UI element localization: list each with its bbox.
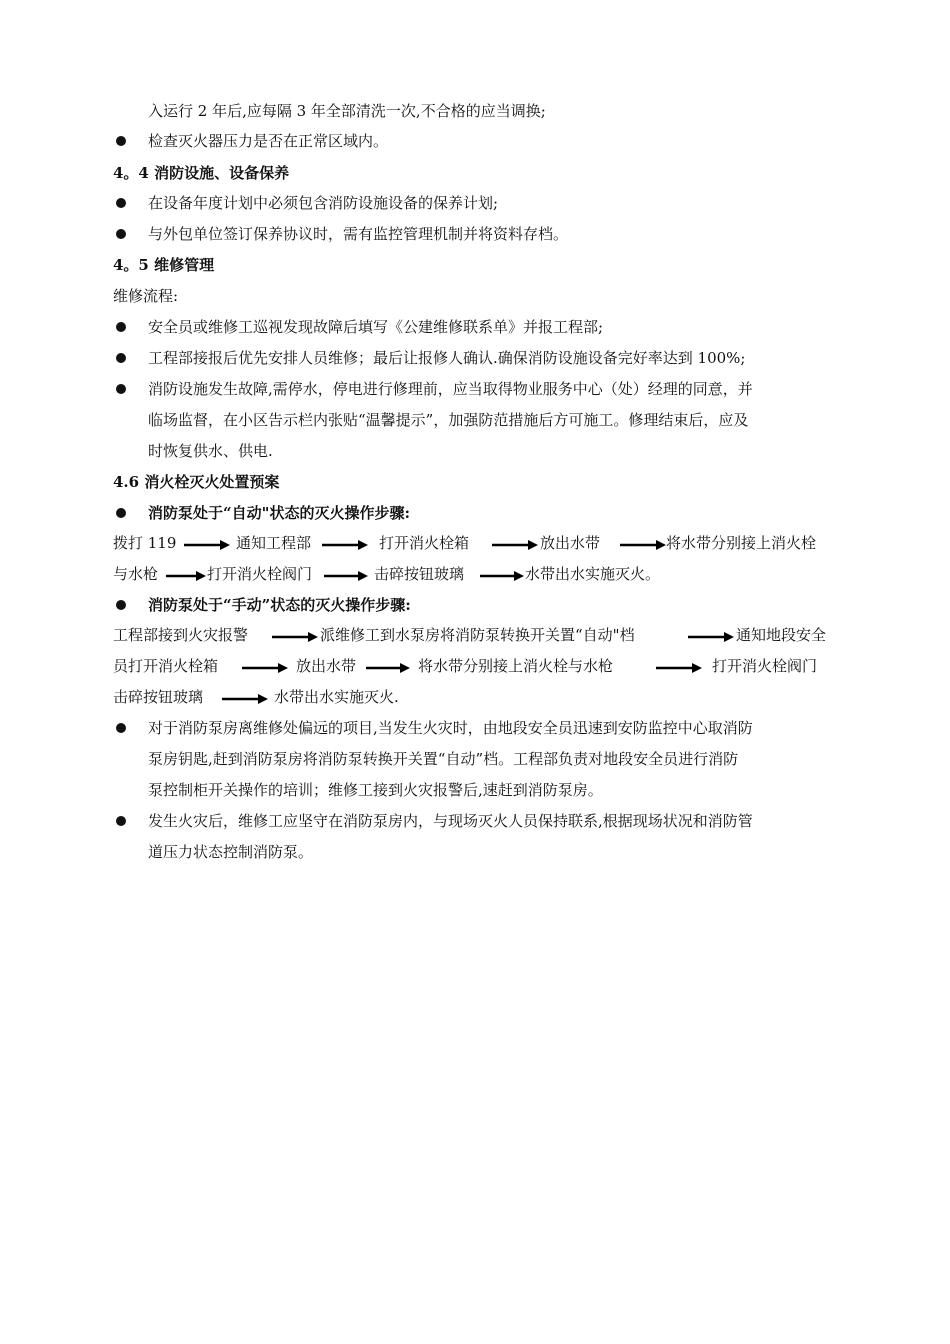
arrow-right-icon: [492, 540, 538, 550]
arrow-right-icon: [242, 663, 288, 673]
flow-step: 放出水带: [296, 657, 357, 675]
arrow-right-icon: [656, 663, 702, 673]
flow-step: 派维修工到水泵房将消防泵转换开关置“自动"档: [320, 626, 635, 644]
text-line: 临场监督，在小区告示栏内张贴“温馨提示”，加强防范措施后方可施工。修理结束后，应及: [148, 411, 749, 429]
bullet-icon: [116, 816, 126, 826]
flow-step: 与水枪: [113, 565, 159, 583]
flow-step: 通知工程部: [236, 534, 312, 552]
arrow-right-icon: [324, 571, 368, 581]
flow-step: 通知地段安全: [736, 626, 827, 644]
section-heading: 4。4 消防设施、设备保养: [113, 164, 290, 182]
flow-step: 工程部接到火灾报警: [113, 626, 249, 644]
bullet-icon: [116, 136, 126, 146]
text-line: 时恢复供水、供电.: [148, 442, 273, 460]
arrow-right-icon: [688, 632, 734, 642]
bullet-icon: [116, 600, 126, 610]
arrow-right-icon: [620, 540, 666, 550]
bullet-icon: [116, 229, 126, 239]
arrow-right-icon: [166, 571, 206, 581]
flow-step: 击碎按钮玻璃: [113, 688, 204, 706]
text-line: 工程部接报后优先安排人员维修；最后让报修人确认.确保消防设施设备完好率达到 100%;: [148, 349, 746, 367]
flow-step: 击碎按钮玻璃: [374, 565, 465, 583]
text-line: 安全员或维修工巡视发现故障后填写《公建维修联系单》并报工程部;: [148, 318, 604, 336]
bullet-icon: [116, 322, 126, 332]
flow-step: 水带出水实施灭火。: [525, 565, 661, 583]
text-line: 泵房钥匙,赶到消防泵房将消防泵转换开关置“自动”档。工程部负责对地段安全员进行消防: [148, 750, 739, 768]
flow-step: 放出水带: [540, 534, 601, 552]
flow-step: 员打开消火栓箱: [113, 657, 219, 675]
flow-step: 水带出水实施灭火.: [274, 688, 399, 706]
text-line: 在设备年度计划中必须包含消防设施设备的保养计划;: [148, 194, 499, 212]
subheading: 消防泵处于“手动”状态的灭火操作步骤:: [148, 596, 411, 614]
text-line: 对于消防泵房离维修处偏远的项目,当发生火灾时，由地段安全员迅速到安防监控中心取消防: [148, 719, 753, 737]
text-line: 与外包单位签订保养协议时，需有监控管理机制并将资料存档。: [148, 225, 569, 243]
arrow-right-icon: [322, 540, 368, 550]
bullet-icon: [116, 508, 126, 518]
flow-step: 打开消火栓阀门: [712, 657, 818, 675]
text-line: 消防设施发生故障,需停水，停电进行修理前，应当取得物业服务中心（处）经理的同意，并: [148, 380, 753, 398]
text-line: 发生火灾后，维修工应坚守在消防泵房内，与现场灭火人员保持联系,根据现场状况和消防管: [148, 812, 753, 830]
bullet-icon: [116, 353, 126, 363]
flow-step: 将水带分别接上消火栓: [666, 534, 817, 552]
arrow-right-icon: [184, 540, 230, 550]
arrow-right-icon: [366, 663, 410, 673]
text-line: 检查灭火器压力是否在正常区域内。: [148, 132, 389, 150]
flow-step: 拨打 119: [113, 534, 177, 552]
text-line: 泵控制柜开关操作的培训；维修工接到火灾报警后,速赶到消防泵房。: [148, 781, 603, 799]
text-line: 入运行 2 年后,应每隔 3 年全部清洗一次,不合格的应当调换;: [148, 102, 546, 120]
section-heading: 4.6 消火栓灭火处置预案: [113, 473, 280, 491]
section-heading: 4。5 维修管理: [113, 256, 215, 274]
flow-step: 打开消火栓箱: [379, 534, 470, 552]
text-line: 道压力状态控制消防泵。: [148, 843, 314, 861]
flow-step: 将水带分别接上消火栓与水枪: [418, 657, 614, 675]
arrow-right-icon: [272, 632, 318, 642]
subheading: 消防泵处于“自动"状态的灭火操作步骤:: [148, 504, 410, 522]
flow-step: 打开消火栓阀门: [207, 565, 313, 583]
text-line: 维修流程:: [113, 287, 179, 305]
bullet-icon: [116, 384, 126, 394]
bullet-icon: [116, 198, 126, 208]
arrow-right-icon: [480, 571, 524, 581]
bullet-icon: [116, 723, 126, 733]
arrow-right-icon: [222, 694, 268, 704]
